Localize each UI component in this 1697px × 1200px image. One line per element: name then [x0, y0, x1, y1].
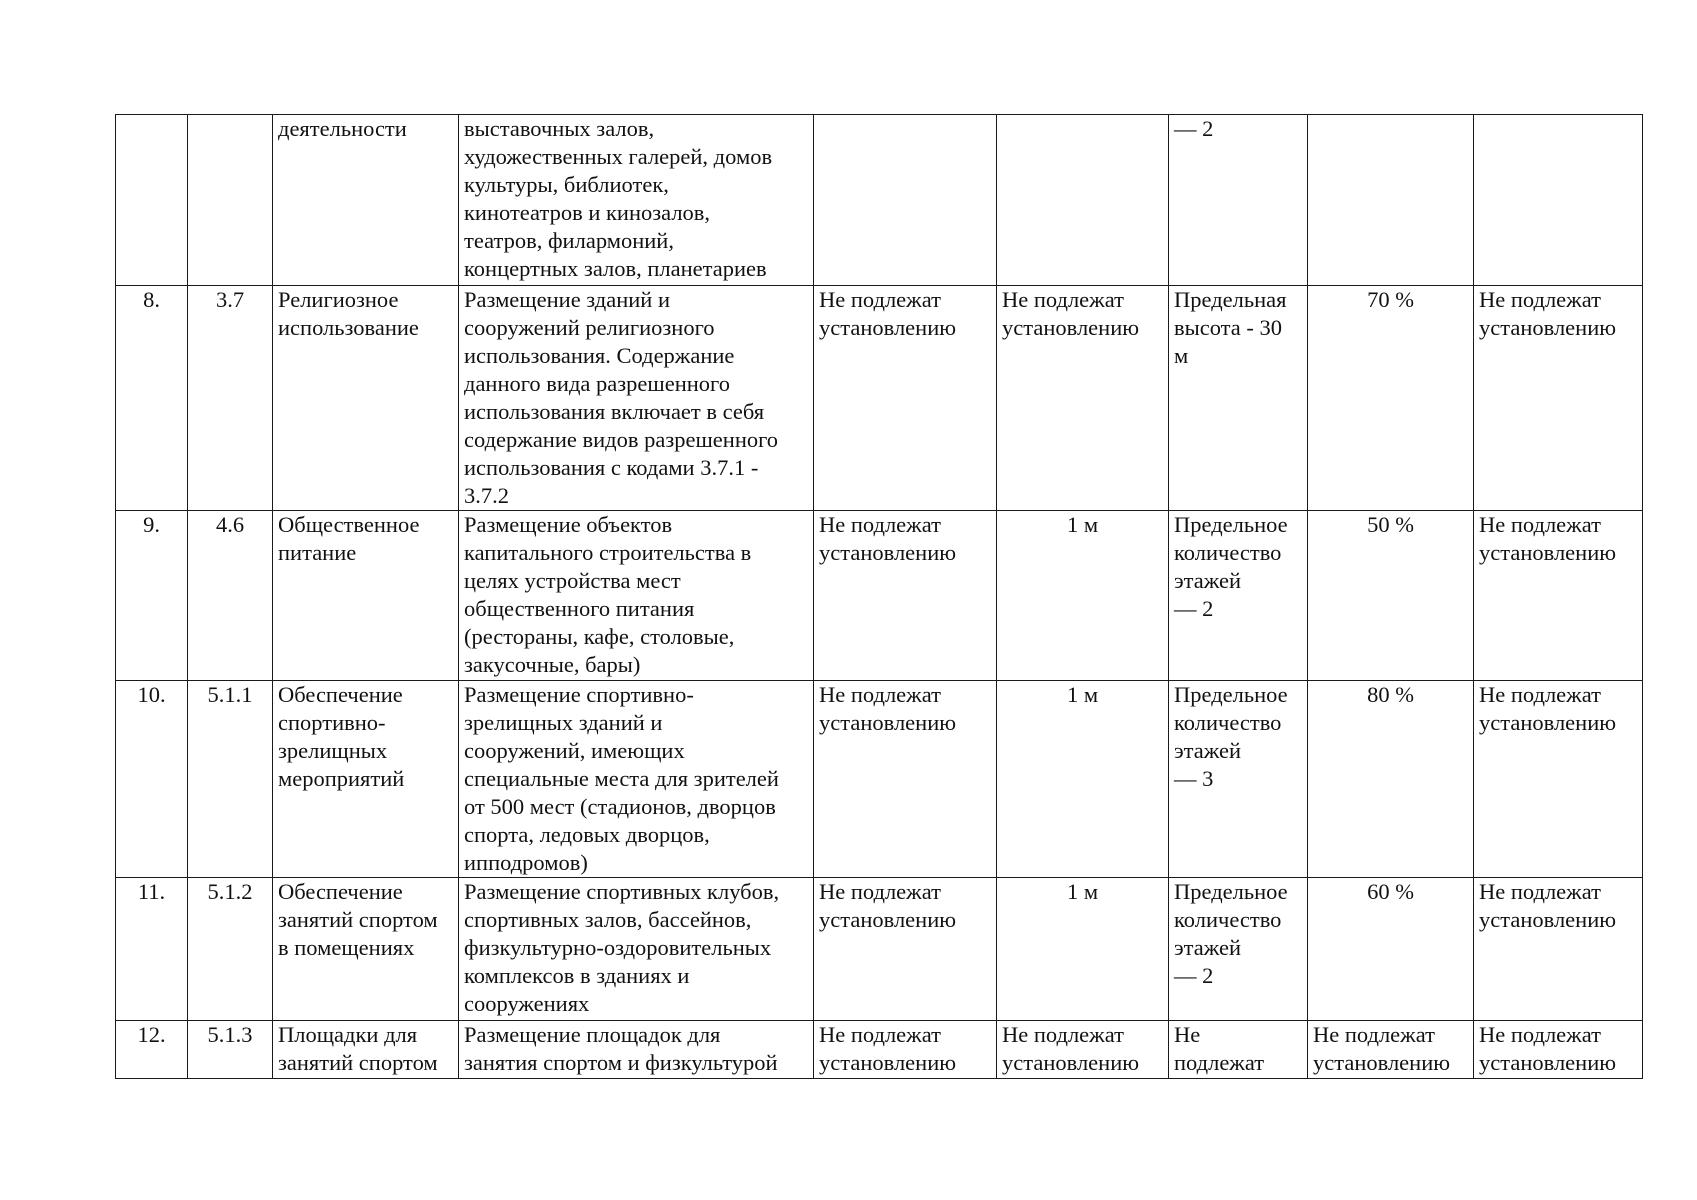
code-cell [188, 115, 273, 286]
code-cell: 3.7 [188, 286, 273, 511]
use-type-description-cell: Размещение объектов капитального строительства в целях устройства мест общественного питания (рестораны, кафе, столовые, закусочные, бары) [459, 511, 814, 681]
table-row [116, 1021, 1643, 1079]
table-row [116, 681, 1643, 878]
parameter-cell-8 [1308, 115, 1474, 286]
use-type-name-cell: Площадки для занятий спортом [273, 1021, 459, 1079]
row-number-cell: 10. [116, 681, 188, 878]
parameter-cell-9: Не подлежат установлению [1474, 681, 1643, 878]
parameter-cell-9: Не подлежат установлению [1474, 511, 1643, 681]
parameter-cell-7: Не подлежат [1169, 1021, 1308, 1079]
parameter-cell-5: Не подлежат установлению [814, 286, 997, 511]
parameter-cell-8: 70 % [1308, 286, 1474, 511]
row-number-cell: 11. [116, 878, 188, 1021]
parameter-cell-5: Не подлежат установлению [814, 1021, 997, 1079]
use-type-name-cell: Общественное питание [273, 511, 459, 681]
code-cell: 5.1.2 [188, 878, 273, 1021]
parameter-cell-6: Не подлежат установлению [997, 1021, 1169, 1079]
use-type-description-cell: Размещение зданий и сооружений религиозного использования. Содержание данного вида разрешенного использования включает в себя содержание видов разрешенного использования с кодами 3.7.1 - 3.7.2 [459, 286, 814, 511]
parameter-cell-5: Не подлежат установлению [814, 511, 997, 681]
parameter-cell-9 [1474, 115, 1643, 286]
row-number-cell: 9. [116, 511, 188, 681]
parameter-cell-5: Не подлежат установлению [814, 878, 997, 1021]
use-type-name-cell: Религиозное использование [273, 286, 459, 511]
parameter-cell-9: Не подлежат установлению [1474, 1021, 1643, 1079]
code-cell: 5.1.3 [188, 1021, 273, 1079]
parameter-cell-6: Не подлежат установлению [997, 286, 1169, 511]
parameter-cell-6 [997, 115, 1169, 286]
use-type-name-cell: Обеспечение спортивно- зрелищных мероприятий [273, 681, 459, 878]
parameter-cell-7: — 2 [1169, 115, 1308, 286]
table-row [116, 286, 1643, 511]
parameter-cell-7: Предельное количество этажей — 2 [1169, 878, 1308, 1021]
row-number-cell [116, 115, 188, 286]
parameter-cell-6: 1 м [997, 511, 1169, 681]
use-type-name-cell: Обеспечение занятий спортом в помещениях [273, 878, 459, 1021]
table-row [116, 115, 1643, 286]
code-cell: 5.1.1 [188, 681, 273, 878]
use-type-description-cell: выставочных залов, художественных галерей, домов культуры, библиотек, кинотеатров и кинозалов, театров, филармоний, концертных залов, планетариев [459, 115, 814, 286]
table-row [116, 511, 1643, 681]
row-number-cell: 12. [116, 1021, 188, 1079]
parameter-cell-9: Не подлежат установлению [1474, 878, 1643, 1021]
parameter-cell-6: 1 м [997, 878, 1169, 1021]
parameter-cell-7: Предельная высота - 30 м [1169, 286, 1308, 511]
use-type-description-cell: Размещение спортивно- зрелищных зданий и сооружений, имеющих специальные места для зрителей от 500 мест (стадионов, дворцов спорта, ледовых дворцов, ипподромов) [459, 681, 814, 878]
parameter-cell-8: 80 % [1308, 681, 1474, 878]
use-type-description-cell: Размещение площадок для занятия спортом и физкультурой [459, 1021, 814, 1079]
use-type-description-cell: Размещение спортивных клубов, спортивных залов, бассейнов, физкультурно-оздоровительных комплексов в зданиях и сооружениях [459, 878, 814, 1021]
parameter-cell-8: 60 % [1308, 878, 1474, 1021]
parameter-cell-7: Предельное количество этажей — 2 [1169, 511, 1308, 681]
parameter-cell-7: Предельное количество этажей — 3 [1169, 681, 1308, 878]
use-type-name-cell: деятельности [273, 115, 459, 286]
parameter-cell-5 [814, 115, 997, 286]
table-row [116, 878, 1643, 1021]
parameter-cell-5: Не подлежат установлению [814, 681, 997, 878]
parameter-cell-8: 50 % [1308, 511, 1474, 681]
parameter-cell-9: Не подлежат установлению [1474, 286, 1643, 511]
code-cell: 4.6 [188, 511, 273, 681]
land-use-regulations-table [115, 114, 1643, 1079]
row-number-cell: 8. [116, 286, 188, 511]
parameter-cell-8: Не подлежат установлению [1308, 1021, 1474, 1079]
parameter-cell-6: 1 м [997, 681, 1169, 878]
